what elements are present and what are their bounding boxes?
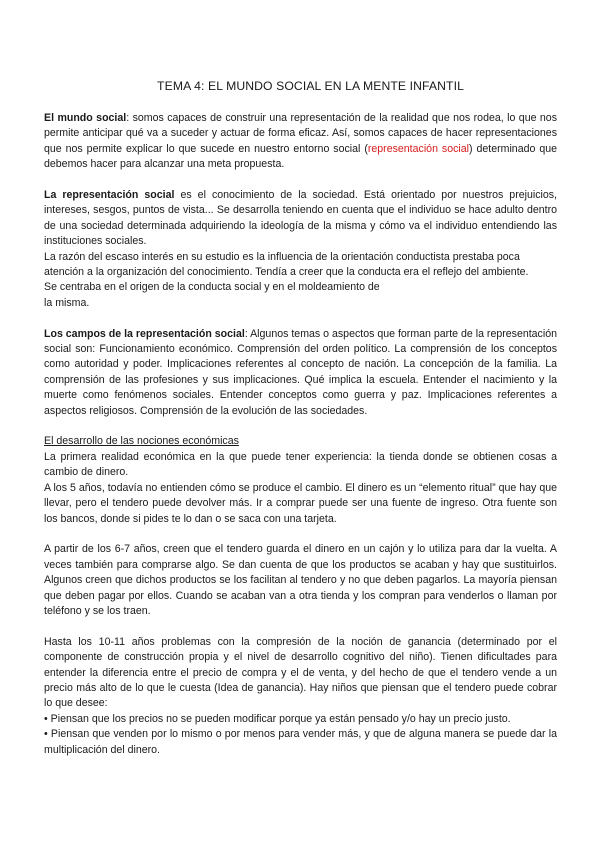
paragraph-text: es el conocimiento de la sociedad. Está orientado por nuestros prejuicios, intereses, sesgos, puntos de vista... Se desarrolla teniendo en cuenta que el individuo se hace adulto dentro de una sociedad determinada adquiriendo la ideología de la misma y cómo va el individuo entendiendo las instituciones sociales. [44,189,558,248]
section-heading: El desarrollo de las nociones económicas [44,435,239,448]
paragraph-campos [44,327,557,419]
paragraph-gap [44,173,557,188]
paragraph-line: La razón del escaso interés en su estudio es la influencia de la orientación conductista prestaba poca atención a la organización del conocimiento. Tendía a creer que la conducta era el reflejo del ambiente. [44,250,529,279]
bullet-item: • Piensan que venden por lo mismo o por menos para vender más, y que de alguna manera se puede dar la multiplicación del dinero. [44,728,557,756]
paragraph-representacion-social [44,188,557,250]
paragraph-gap [44,311,557,326]
page-title: TEMA 4: EL MUNDO SOCIAL EN LA MENTE INFANTIL [157,79,464,93]
paragraph-text: : Algunos temas o aspectos que forman parte de la representación social son: Funcionamiento económico. Comprensión del orden político. La comprensión de los conceptos como autoridad y poder. Implicaciones referentes al concepto de nación. La concepción de la familia. La comprensión de las profesiones y sus implicaciones. Qué implica la escuela. Entender el nacimiento y la muerte como fenómenos sociales. Entender conceptos como guerra y paz. Implicaciones referentes a aspectos religiosos. Comprensión de la evolución de las sociedades. [44,327,557,417]
paragraph-mundo-social [44,111,557,173]
section-paragraph: A los 5 años, todavía no entienden cómo se produce el cambio. El dinero es un “elemento ritual” que hay que llevar, pero el tendero puede devolver más. Ir a comprar puede ser una fuente de ingreso. Otra fuente son los bancos, donde si pides te lo dan o se saca con una tarjeta. [44,481,557,525]
paragraph-gap [44,527,557,542]
paragraph-gap [44,419,557,434]
highlighted-term: representación social [367,142,469,155]
paragraph-line: la misma. [44,296,90,309]
document-page [44,78,557,758]
term-campos: Los campos de la representación social [44,327,245,340]
section-paragraph: Hasta los 10-11 años problemas con la compresión de la noción de ganancia (determinado por el componente de construcción propia y el nivel de desarrollo cognitivo del niño). Tienen dificultades para entender la diferencia entre el precio de compra y el de venta, y del hecho de que el tendero vende a un precio más alto de lo que le cuesta (Idea de ganancia). Hay niños que piensan que el tendero puede cobrar lo que desee: [44,635,557,710]
term-mundo-social: El mundo social [44,112,127,124]
paragraph-text: ) determinado que debemos hacer para alcanzar una meta propuesta. [44,142,558,171]
term-representacion-social: La representación social [44,189,175,202]
paragraph-gap [44,619,557,634]
section-paragraph: A partir de los 6-7 años, creen que el tendero guarda el dinero en un cajón y lo utiliza para dar la vuelta. A veces también para comprarse algo. Se dan cuenta de que los productos se acaban y hay que sustituirlos. Algunos creen que dichos productos se los facilitan al tendero y no que deben pagarlos. La mayoría piensan que deben pagar por ellos. Cuando se acaban van a otra tienda y los compran para venderlos o llaman por teléfono y se los traen. [44,543,557,617]
bullet-item: • Piensan que los precios no se pueden modificar porque ya están pensado y/o hay un precio justo. [44,712,511,725]
section-paragraph: La primera realidad económica en la que puede tener experiencia: la tienda donde se obtienen cosas a cambio de dinero. [44,450,557,479]
paragraph-text: : somos capaces de construir una representación de la realidad que nos rodea, lo que nos permite anticipar qué va a suceder y actuar de forma eficaz. Así, somos capaces de hacer representaciones que nos permite explicar lo que sucede en nuestro entorno social ( [44,112,557,155]
paragraph-line: Se centraba en el origen de la conducta social y en el moldeamiento de [44,281,380,294]
